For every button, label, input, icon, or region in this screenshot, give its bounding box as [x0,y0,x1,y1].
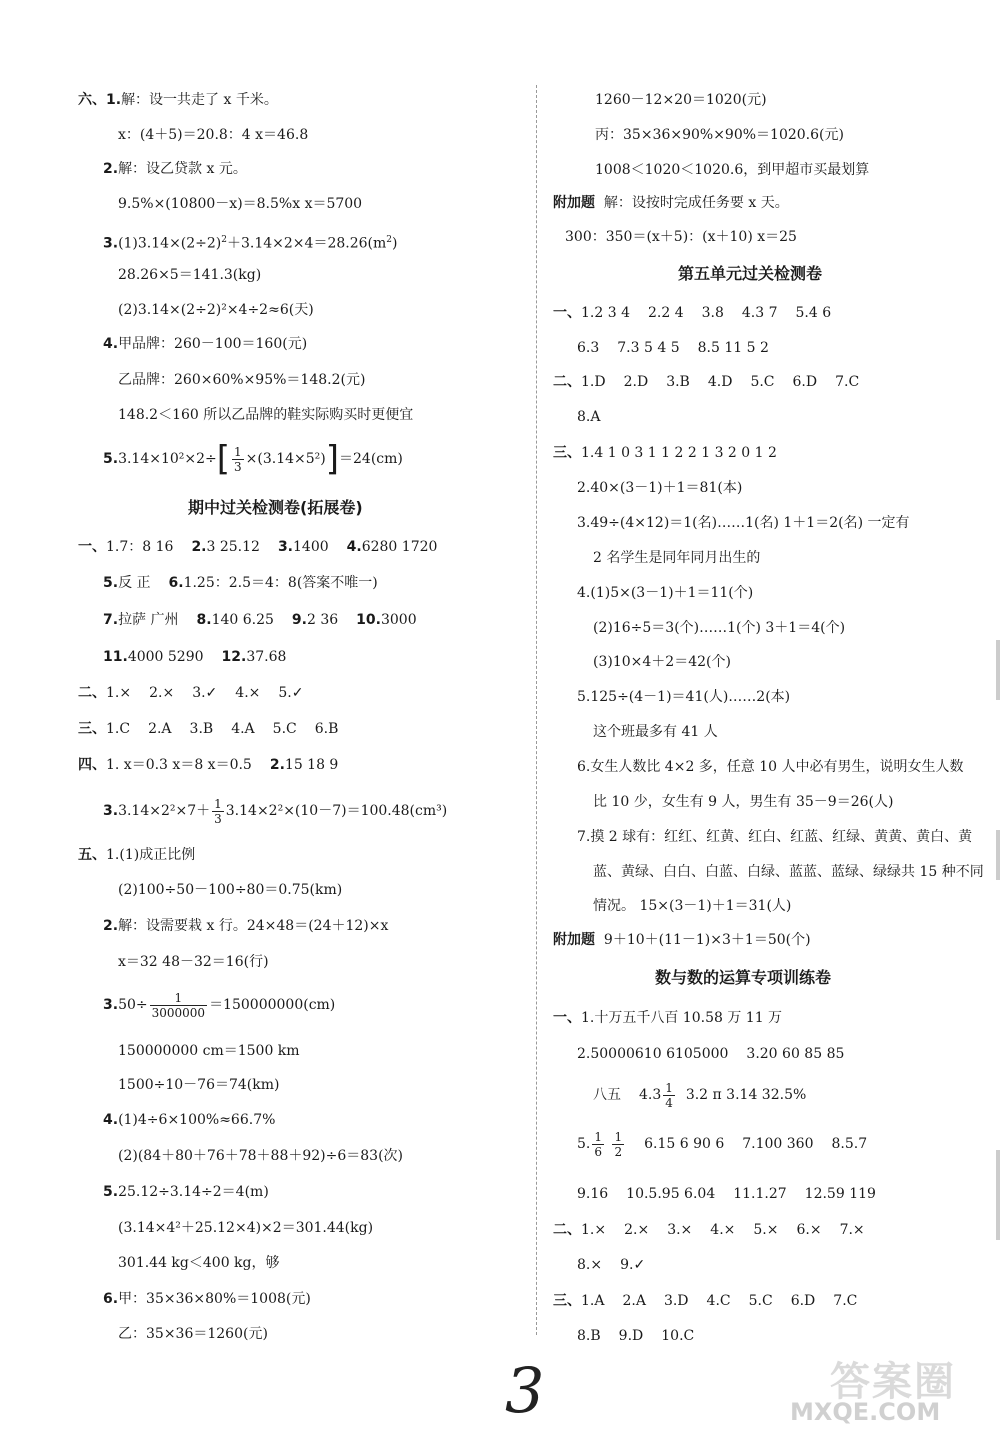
answer-line: 4.(1)4÷6×100%≈66.7% [103,1112,276,1128]
answer-line: (2)(84＋80＋76＋78＋88＋92)÷6＝83(次) [118,1148,404,1164]
scan-edge-mark [996,640,1000,700]
answer-line: 三、1.4 1 0 3 1 1 2 2 1 3 2 0 1 2 [553,445,777,461]
answer-line: 301.44 kg＜400 kg，够 [118,1255,280,1271]
answer-line: (3)10×4＋2＝42(个) [593,654,731,670]
watermark-logo: 答案圈 MXQE.COM [790,1359,956,1426]
answer-line: 1500÷10－76＝74(km) [118,1077,280,1093]
answer-line: 二、1.× 2.× 3.× 4.× 5.× 6.× 7.× [553,1222,865,1238]
scan-edge-mark [996,1150,1000,1240]
answer-line: 蓝、黄绿、白白、白蓝、白绿、蓝蓝、蓝绿、绿绿共 15 种不同 [593,864,984,880]
answer-line: 一、1.十万五千八百 10.58 万 11 万 [553,1010,783,1026]
answer-line: 4.甲品牌：260－100＝160(元) [103,336,308,352]
answer-line: 一、1.2 3 4 2.2 4 3.8 4.3 7 5.4 6 [553,305,832,321]
answer-line: 5. $\frac{1}{6}$ $\frac{1}{2}$ 6.15 6 90 6 7.100 360 8.5.7 [577,1129,868,1159]
answer-line: 7.拉萨 广州 8.140 6.25 9.2 36 10.3000 [103,612,417,628]
answer-line: 五、1.(1)成正比例 [78,847,196,863]
answer-line: x＝32 48－32＝16(行) [118,954,269,970]
answer-line: $3.(1)3.14\times(2\div 2)^2+3.14\times 2\times 4=28.26(m^2)$ [103,235,398,252]
answer-line: 8.× 9.✓ [577,1257,646,1273]
answer-line: 150000000 cm＝1500 km [118,1043,300,1059]
answer-line: 三、1.A 2.A 3.D 4.C 5.C 6.D 7.C [553,1293,858,1309]
answer-line: 1260－12×20＝1020(元) [595,92,767,108]
answer-line: 附加题 9＋10＋(11－1)×3＋1＝50(个) [553,932,811,948]
answer-line: 300：350＝(x＋5)：(x＋10) x＝25 [565,229,797,245]
answer-line: 一、1.7：8 16 2.3 25.12 3.1400 4.6280 1720 [78,539,438,555]
answer-line: 4.(1)5×(3－1)＋1＝11(个) [577,585,754,601]
answer-line: 5.25.12÷3.14÷2＝4(m) [103,1184,269,1200]
answer-line: 丙：35×36×90%×90%＝1020.6(元) [595,127,844,143]
answer-line: 9.5%×(10800－x)＝8.5%x x＝5700 [118,196,363,212]
answer-line: (2)3.14×(2÷2)²×4÷2≈6(天) [118,302,314,318]
answer-line: 5.125÷(4－1)＝41(人)……2(本) [577,689,791,705]
answer-line: 情况。 15×(3－1)＋1＝31(人) [593,898,792,914]
answer-line: 2.50000610 6105000 3.20 60 85 85 [577,1046,845,1062]
answer-line: 二、1.D 2.D 3.B 4.D 5.C 6.D 7.C [553,374,860,390]
answer-line: 2.解：设需要栽 x 行。24×48＝(24＋12)×x [103,918,389,934]
answer-line: 3.49÷(4×12)＝1(名)……1(名) 1＋1＝2(名) 一定有 [577,515,910,531]
answer-line: 11.4000 5290 12.37.68 [103,649,287,665]
answer-line: 2.40×(3－1)＋1＝81(本) [577,480,743,496]
answer-line: 6.甲：35×36×80%＝1008(元) [103,1291,311,1307]
answer-line: 乙：35×36＝1260(元) [118,1326,268,1342]
answer-line: 3.3.14×2²×7＋ $\frac{1}{3}$ 3.14×2²×(10－7)＝100.48(cm³) [103,796,448,826]
answer-line: 6.女生人数比 4×2 多，任意 10 人中必有男生，说明女生人数 [577,759,964,775]
answer-line: 5.反 正 6.1.25：2.5＝4：8(答案不唯一) [103,575,378,591]
column-divider [536,85,537,1335]
answer-line: 5.3.14×10²×2÷[ $\frac{1}{3}$ ×(3.14×5²)]＝24(cm) [103,439,403,479]
answer-line: 1008＜1020＜1020.6，到甲超市买最划算 [595,162,870,178]
answer-line: 二、1.× 2.× 3.✓ 4.× 5.✓ [78,685,304,701]
answer-line: 8.A [577,409,601,425]
scan-edge-mark [996,830,1000,880]
answer-line: (2)16÷5＝3(个)……1(个) 3＋1＝4(个) [593,620,846,636]
answer-line: 6.3 7.3 5 4 5 8.5 11 5 2 [577,340,769,356]
answer-line: 比 10 少，女生有 9 人，男生有 35－9＝26(人) [593,794,894,810]
answer-line: 乙品牌：260×60%×95%＝148.2(元) [118,372,366,388]
answer-line: 六、1.解：设一共走了 x 千米。 [78,92,278,108]
answer-line: 附加题 解：设按时完成任务要 x 天。 [553,195,789,211]
answer-line: 2 名学生是同年同月出生的 [593,550,761,566]
answer-line: 3.50÷ $\frac{1}{3000000}$ ＝150000000(cm) [103,990,336,1020]
answer-line: 7.摸 2 球有：红红、红黄、红白、红蓝、红绿、黄黄、黄白、黄 [577,829,973,845]
answer-line: (3.14×4²＋25.12×4)×2＝301.44(kg) [118,1220,374,1236]
answer-line: 这个班最多有 41 人 [593,724,718,740]
answer-line: 四、1. x＝0.3 x＝8 x＝0.5 2.15 18 9 [78,757,339,773]
answer-line: 三、1.C 2.A 3.B 4.A 5.C 6.B [78,721,339,737]
answer-line: 2.解：设乙贷款 x 元。 [103,161,247,177]
answer-line: 148.2＜160 所以乙品牌的鞋实际购买时更便宜 [118,407,414,423]
answer-line: 9.16 10.5.95 6.04 11.1.27 12.59 119 [577,1186,876,1202]
section-heading: 数与数的运算专项训练卷 [655,968,832,987]
answer-line: (2)100÷50－100÷80＝0.75(km) [118,882,343,898]
answer-line: 八五 4.3 $\frac{1}{4}$ 3.2 π 3.14 32.5% [593,1080,807,1110]
handwritten-page-number: 3 [505,1354,545,1427]
answer-line: x：(4＋5)＝20.8：4 x＝46.8 [118,127,309,143]
answer-line: 8.B 9.D 10.C [577,1328,695,1344]
section-heading: 期中过关检测卷(拓展卷) [188,498,363,517]
answer-line: 28.26×5＝141.3(kg) [118,267,262,283]
section-heading: 第五单元过关检测卷 [678,264,823,283]
